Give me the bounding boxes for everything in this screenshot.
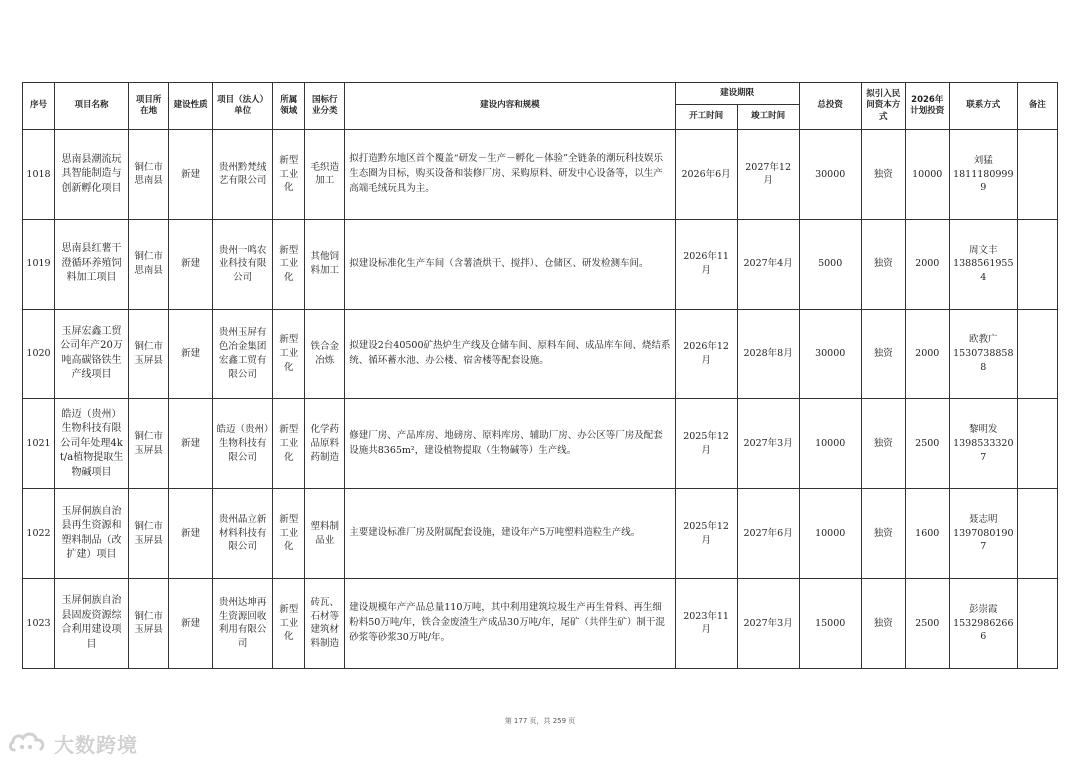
- cell-end: 2027年3月: [737, 399, 799, 489]
- cell-industry: 其他饲料加工: [305, 219, 345, 309]
- header-seq: 序号: [23, 83, 55, 130]
- cell-seq: 1022: [23, 489, 55, 579]
- contact-name: 聂志明: [969, 513, 998, 525]
- cell-seq: 1019: [23, 219, 55, 309]
- cell-start: 2026年11月: [675, 219, 737, 309]
- cell-location: 铜仁市思南县: [129, 130, 169, 220]
- cell-content: 修建厂房、产品库房、地磅房、原料库房、辅助厂房、办公区等厂房及配套设施共8365m²，建设植物提取（生物碱等）生产线。: [345, 399, 675, 489]
- cell-nature: 新建: [169, 489, 213, 579]
- cell-start: 2026年6月: [675, 130, 737, 220]
- cell-nature: 新建: [169, 578, 213, 668]
- header-name: 项目名称: [55, 83, 129, 130]
- cell-plan: 2000: [905, 219, 949, 309]
- cell-unit: 贵州一鸣农业科技有限公司: [213, 219, 273, 309]
- cell-unit: 贵州黔梵绒艺有限公司: [213, 130, 273, 220]
- cell-name: 皓迈（贵州）生物科技有限公司年处理4kt/a植物提取生物碱项目: [55, 399, 129, 489]
- cell-seq: 1021: [23, 399, 55, 489]
- table-row: [23, 309, 1058, 399]
- header-start: 开工时间: [675, 105, 737, 130]
- cell-method: 独资: [861, 489, 905, 579]
- cell-industry: 化学药品原料药制造: [305, 399, 345, 489]
- cell-location: 铜仁市玉屏县: [129, 489, 169, 579]
- cell-name: 玉屏侗族自治县固废资源综合利用建设项目: [55, 578, 129, 668]
- watermark-text: 大数跨境: [54, 732, 138, 757]
- cell-field: 新型工业化: [273, 489, 305, 579]
- cell-plan: 10000: [905, 130, 949, 220]
- contact-phone: 18111809999: [953, 168, 1014, 194]
- cell-location: 铜仁市玉屏县: [129, 309, 169, 399]
- contact-phone: 15329862666: [953, 617, 1014, 643]
- header-end: 竣工时间: [737, 105, 799, 130]
- contact-phone: 13985333207: [953, 437, 1014, 463]
- cell-content: 建设规模年产产品总量110万吨，其中利用建筑垃圾生产再生骨料、再生细粉料50万吨/年，铁合金废渣生产成品30万吨/年，尾矿（共伴生矿）制干混砂浆等砂浆30万吨/年。: [345, 578, 675, 668]
- contact-name: 刘猛: [973, 154, 993, 166]
- page-footer: 第 177 页，共 259 页: [504, 717, 576, 725]
- cell-unit: 贵州晶立新材料科技有限公司: [213, 489, 273, 579]
- cell-end: 2027年12月: [737, 130, 799, 220]
- cell-plan: 2500: [905, 578, 949, 668]
- cell-unit: 贵州玉屏有色冶金集团宏鑫工贸有限公司: [213, 309, 273, 399]
- header-invest: 总投资: [799, 83, 861, 130]
- cell-industry: 砖瓦、石材等建筑材料制造: [305, 578, 345, 668]
- cell-location: 铜仁市思南县: [129, 219, 169, 309]
- cell-industry: 毛织造加工: [305, 130, 345, 220]
- header-unit: 项目（法人）单位: [213, 83, 273, 130]
- cell-field: 新型工业化: [273, 578, 305, 668]
- cell-seq: 1018: [23, 130, 55, 220]
- header-industry: 国标行业分类: [305, 83, 345, 130]
- cell-nature: 新建: [169, 130, 213, 220]
- cell-unit: 皓迈（贵州）生物科技有限公司: [213, 399, 273, 489]
- cell-contact: [949, 309, 1017, 399]
- cell-method: 独资: [861, 578, 905, 668]
- cell-method: 独资: [861, 130, 905, 220]
- cell-field: 新型工业化: [273, 219, 305, 309]
- cell-unit: 贵州达坤再生资源回收利用有限公司: [213, 578, 273, 668]
- cell-invest: 10000: [799, 399, 861, 489]
- cloud-logo-icon: [8, 728, 48, 758]
- cell-contact: [949, 489, 1017, 579]
- watermark: [8, 728, 138, 758]
- table-row: [23, 578, 1058, 668]
- cell-remark: [1017, 130, 1057, 220]
- cell-seq: 1020: [23, 309, 55, 399]
- header-field: 所属领域: [273, 83, 305, 130]
- cell-invest: 5000: [799, 219, 861, 309]
- cell-content: 拟建设标准化生产车间（含薯渣烘干、搅拌）、仓储区、研发检测车间。: [345, 219, 675, 309]
- cell-nature: 新建: [169, 399, 213, 489]
- cell-content: 主要建设标准厂房及附属配套设施，建设年产5万吨塑料造粒生产线。: [345, 489, 675, 579]
- cell-invest: 15000: [799, 578, 861, 668]
- cell-contact: [949, 399, 1017, 489]
- cell-end: 2027年4月: [737, 219, 799, 309]
- cell-contact: [949, 130, 1017, 220]
- contact-name: 欧教广: [969, 334, 998, 346]
- table-row: [23, 130, 1058, 220]
- cell-name: 思南县红薯干澄循环养殖饲料加工项目: [55, 219, 129, 309]
- contact-phone: 15307388588: [953, 348, 1014, 373]
- cell-plan: 2000: [905, 309, 949, 399]
- contact-name: 周文丰: [969, 244, 998, 256]
- table-row: [23, 219, 1058, 309]
- cell-method: 独资: [861, 219, 905, 309]
- cell-plan: 2500: [905, 399, 949, 489]
- cell-remark: [1017, 309, 1057, 399]
- cell-start: 2025年12月: [675, 489, 737, 579]
- cell-start: 2023年11月: [675, 578, 737, 668]
- cell-method: 独资: [861, 309, 905, 399]
- cell-field: 新型工业化: [273, 309, 305, 399]
- contact-name: 黎明发: [969, 424, 998, 436]
- table-row: [23, 489, 1058, 579]
- cell-start: 2026年12月: [675, 309, 737, 399]
- header-nature: 建设性质: [169, 83, 213, 130]
- cell-contact: [949, 219, 1017, 309]
- cell-end: 2028年8月: [737, 309, 799, 399]
- cell-location: 铜仁市玉屏县: [129, 399, 169, 489]
- header-method: 拟引入民间资本方式: [861, 83, 905, 130]
- cell-nature: 新建: [169, 219, 213, 309]
- contact-phone: 13970801907: [953, 527, 1014, 553]
- cell-content: 拟建设2台40500矿热炉生产线及仓储车间、原料车间、成品库车间、烧结系统、循环蓄水池、办公楼、宿舍楼等配套设施。: [345, 309, 675, 399]
- cell-start: 2025年12月: [675, 399, 737, 489]
- cell-remark: [1017, 219, 1057, 309]
- cell-name: 玉屏宏鑫工贸公司年产20万吨高碳铬铁生产线项目: [55, 309, 129, 399]
- cell-invest: 30000: [799, 309, 861, 399]
- cell-name: 玉屏侗族自治县再生资源和塑料制品（改扩建）项目: [55, 489, 129, 579]
- cell-contact: [949, 578, 1017, 668]
- cell-nature: 新建: [169, 309, 213, 399]
- cell-end: 2027年3月: [737, 578, 799, 668]
- cell-remark: [1017, 578, 1057, 668]
- header-location: 项目所在地: [129, 83, 169, 130]
- header-remark: 备注: [1017, 83, 1057, 130]
- header-contact: 联系方式: [949, 83, 1017, 130]
- cell-field: 新型工业化: [273, 399, 305, 489]
- header-plan: 2026年计划投资: [905, 83, 949, 130]
- cell-industry: 铁合金冶炼: [305, 309, 345, 399]
- cell-end: 2027年6月: [737, 489, 799, 579]
- cell-remark: [1017, 399, 1057, 489]
- cell-invest: 10000: [799, 489, 861, 579]
- table-row: [23, 399, 1058, 489]
- cell-content: 拟打造黔东地区首个覆盖“研发－生产－孵化－体验”全链条的潮玩科技娱乐生态圈为目标，购买设备和装修厂房、采购原料、研发中心设备等，以生产高端毛绒玩具为主。: [345, 130, 675, 220]
- cell-field: 新型工业化: [273, 130, 305, 220]
- cell-method: 独资: [861, 399, 905, 489]
- cell-seq: 1023: [23, 578, 55, 668]
- contact-name: 彭崇霞: [969, 603, 998, 615]
- cell-plan: 1600: [905, 489, 949, 579]
- cell-location: 铜仁市玉屏县: [129, 578, 169, 668]
- header-period: 建设期限: [675, 83, 799, 105]
- cell-name: 思南县潮流玩具智能制造与创新孵化项目: [55, 130, 129, 220]
- header-content: 建设内容和规模: [345, 83, 675, 130]
- project-table: [22, 82, 1058, 669]
- contact-phone: 13885619554: [953, 258, 1014, 284]
- cell-invest: 30000: [799, 130, 861, 220]
- cell-industry: 塑料制品业: [305, 489, 345, 579]
- cell-remark: [1017, 489, 1057, 579]
